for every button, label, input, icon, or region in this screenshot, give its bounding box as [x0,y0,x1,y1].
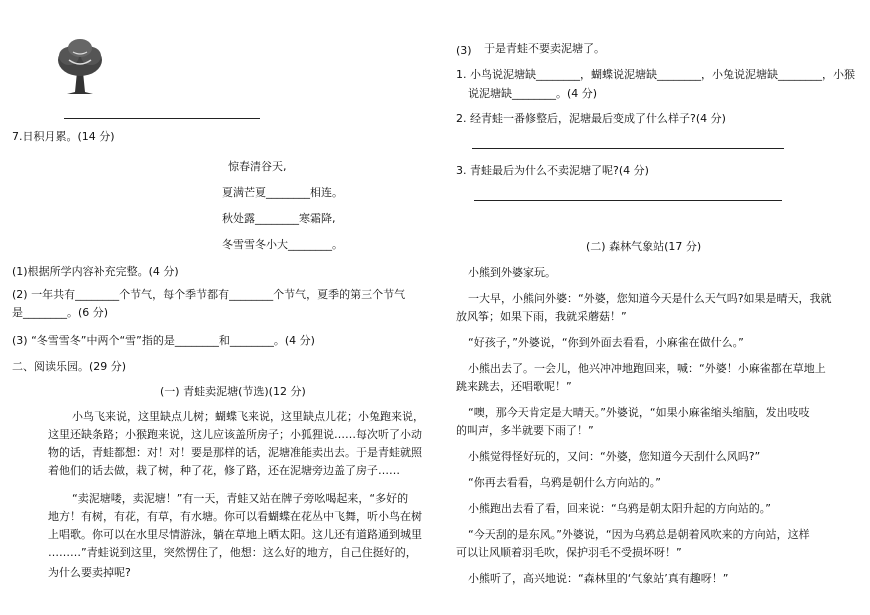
passage-line: 小熊跑出去看了看，回来说：“乌鸦是朝太阳升起的方向站的。” [468,502,771,515]
passage-line: “你再去看看，乌鸦是朝什么方向站的。” [468,476,661,489]
question-2: 2. 经青蛙一番修整后，泥塘最后变成了什么样子?(4 分) [456,112,726,125]
passage-line: 小熊到外婆家玩。 [468,266,556,279]
passage-line: 一大早，小熊问外婆：“外婆，您知道今天是什么天气吗?如果是晴天，我就 [468,292,832,305]
passage-line: 小鸟飞来说，这里缺点儿树；蝴蝶飞来说，这里缺点儿花；小兔跑来说， [72,410,424,423]
answer-line [474,200,782,201]
passage-line: 为什么要卖掉呢? [48,566,131,579]
passage-line: 地方！有树，有花，有草，有水塘。你可以看蝴蝶在花丛中飞舞，听小鸟在树 [48,510,422,523]
passage-line: 小熊出去了。一会儿，他兴冲冲地跑回来，喊：“外婆！小麻雀都在草地上 [468,362,826,375]
passage-line: 这里还缺条路；小猴跑来说，这儿应该盖所房子；小狐狸说……每次听了小动 [48,428,422,441]
passage-line: ………”青蛙说到这里，突然愣住了，他想：这么好的地方，自己住挺好的， [48,546,417,559]
q3-text: 于是青蛙不要卖泥塘了。 [484,42,605,55]
poem-line: 夏满芒夏________相连。 [222,186,343,199]
passage-line: “今天刮的是东风。”外婆说，“因为乌鸦总是朝着风吹来的方向站，这样 [468,528,810,541]
passage-line: 可以让风顺着羽毛吹，保护羽毛不受损坏呀！” [456,546,682,559]
poem-line: 冬雪雪冬小大________。 [222,238,343,251]
q7-title: 7.日积月累。(14 分) [12,130,115,143]
passage-line: 上唱歌。你可以在水里尽情游泳，躺在草地上晒太阳。这儿还有道路通到城里 [48,528,422,541]
question-1-cont: 说泥塘缺________。(4 分) [468,87,598,100]
q7-part1: (1)根据所学内容补充完整。(4 分) [12,265,179,278]
passage-line: “好孩子，”外婆说，“你到外面去看看，小麻雀在做什么。” [468,336,744,349]
q7-part2: (2) 一年共有________个节气，每个季节都有________个节气，夏季的第三个节气 [12,288,406,301]
section-heading: 二、阅读乐园。(29 分) [12,360,127,373]
tree-illustration [55,38,105,96]
q3-number: (3) [456,44,472,57]
question-1: 1. 小鸟说泥塘缺________，蝴蝶说泥塘缺________，小兔说泥塘缺________，小猴 [456,68,855,81]
passage-line: 的叫声，多半就要下雨了！” [456,424,594,437]
passage-line: “卖泥塘喽，卖泥塘！”有一天，青蛙又站在牌子旁吆喝起来，“多好的 [72,492,409,505]
passage-line: 放风筝；如果下雨，我就采蘑菇！” [456,310,627,323]
passage-line: 跳来跳去，还唱歌呢！” [456,380,572,393]
passage-line: 小熊觉得怪好玩的，又问：“外婆，您知道今天刮什么风吗?” [468,450,761,463]
poem-line: 惊春清谷天, [228,160,287,173]
passage-line: 物的话，青蛙都想：对！对！要是那样的话，泥塘准能卖出去。于是青蛙就照 [48,446,422,459]
answer-line [64,118,260,119]
poem-line: 秋处露________寒霜降, [222,212,336,225]
passage-line: 小熊听了，高兴地说：“森林里的‘气象站’真有趣呀！” [468,572,729,585]
passage-title: (二) 森林气象站(17 分) [586,240,702,253]
answer-line [472,148,784,149]
passage-line: 着他们的话去做，栽了树，种了花，修了路，还在泥塘旁边盖了房子…… [48,464,400,477]
passage-title: (一) 青蛙卖泥塘(节选)(12 分) [160,385,306,398]
q7-part3: (3) “冬雪雪冬”中两个“雪”指的是________和________。(4 分) [12,334,315,347]
q7-part2-cont: 是________。(6 分) [12,306,109,319]
question-3: 3. 青蛙最后为什么不卖泥塘了呢?(4 分) [456,164,649,177]
passage-line: “噢，那今天肯定是大晴天。”外婆说，“如果小麻雀缩头缩脑，发出吱吱 [468,406,810,419]
